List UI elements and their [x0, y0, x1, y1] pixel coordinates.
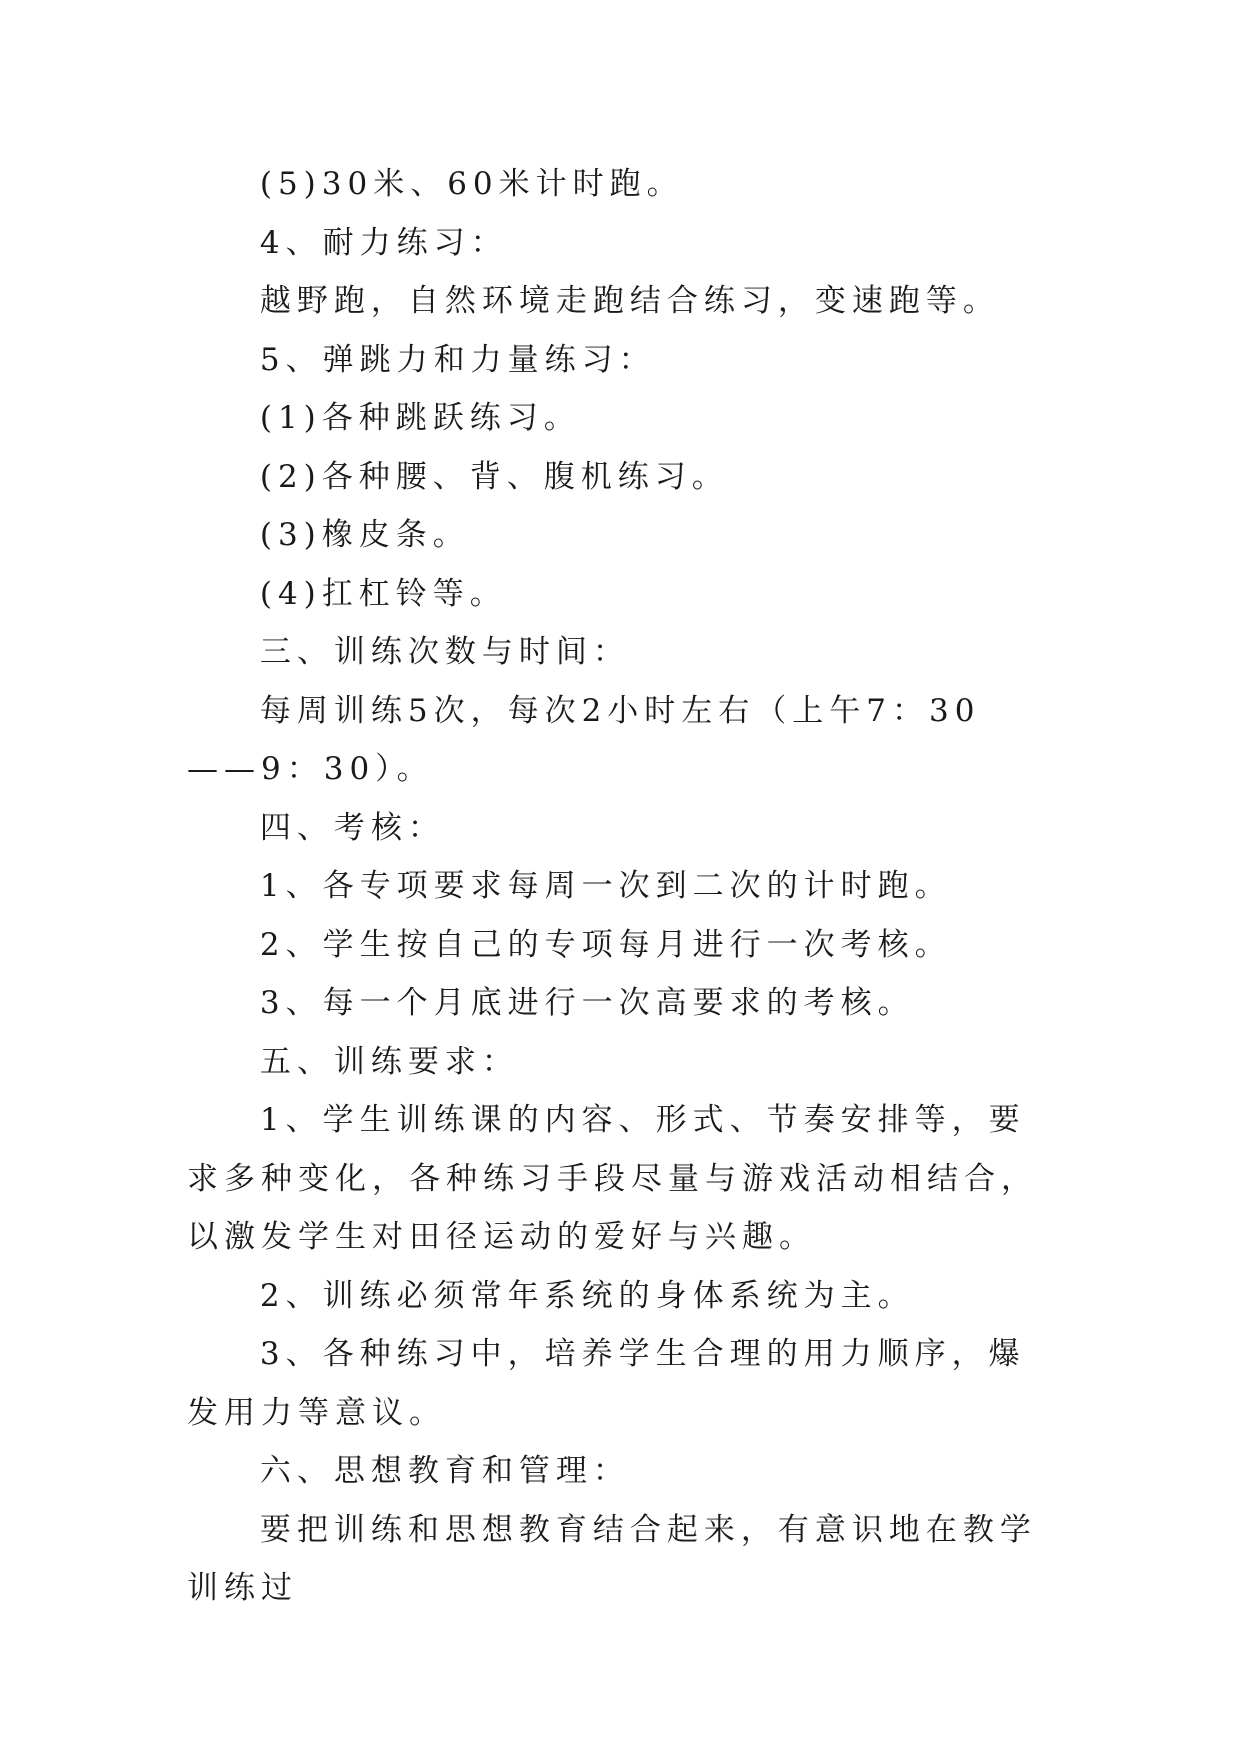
paragraph-jump-exercises: (1)各种跳跃练习。: [259, 400, 581, 436]
document-body: [187, 155, 1053, 1618]
heading-education-management: 六、思想教育和管理：: [259, 1453, 630, 1489]
paragraph-requirement-1: 1、学生训练课的内容、形式、节奏安排等，要求多种变化，各种练习手段尽量与游戏活动相结合，以激发学生对田径运动的爱好与兴趣。: [187, 1102, 1038, 1255]
paragraph-rubber-band: (3)橡皮条。: [259, 517, 470, 553]
heading-training-requirements: 五、训练要求：: [259, 1043, 519, 1080]
paragraph-assessment-2: 2、学生按自己的专项每月进行一次考核。: [259, 926, 952, 963]
heading-endurance-training: 4、耐力练习：: [259, 224, 508, 261]
paragraph-requirement-3: 3、各种练习中，培养学生合理的用力顺序，爆发用力等意议。: [187, 1336, 1026, 1431]
paragraph-core-exercises: (2)各种腰、背、腹机练习。: [259, 458, 729, 495]
paragraph-education-management: 要把训练和思想教育结合起来，有意识地在教学训练过: [187, 1511, 1037, 1606]
paragraph-assessment-1: 1、各专项要求每周一次到二次的计时跑。: [259, 868, 952, 904]
heading-jump-strength-training: 5、弹跳力和力量练习：: [259, 341, 656, 378]
heading-training-frequency: 三、训练次数与时间：: [259, 634, 630, 670]
paragraph-requirement-2: 2、训练必须常年系统的身体系统为主。: [259, 1277, 915, 1314]
paragraph-endurance-methods: 越野跑，自然环境走跑结合练习，变速跑等。: [259, 283, 1000, 319]
paragraph-sprint-timed-run: (5)30米、60米计时跑。: [259, 166, 684, 202]
paragraph-assessment-3: 3、每一个月底进行一次高要求的考核。: [259, 985, 915, 1021]
paragraph-barbell: (4)扛杠铃等。: [259, 575, 507, 612]
heading-assessment: 四、考核：: [259, 809, 445, 846]
paragraph-training-schedule: 每周训练5次，每次2小时左右（上午7：30——9：30）。: [187, 692, 981, 787]
